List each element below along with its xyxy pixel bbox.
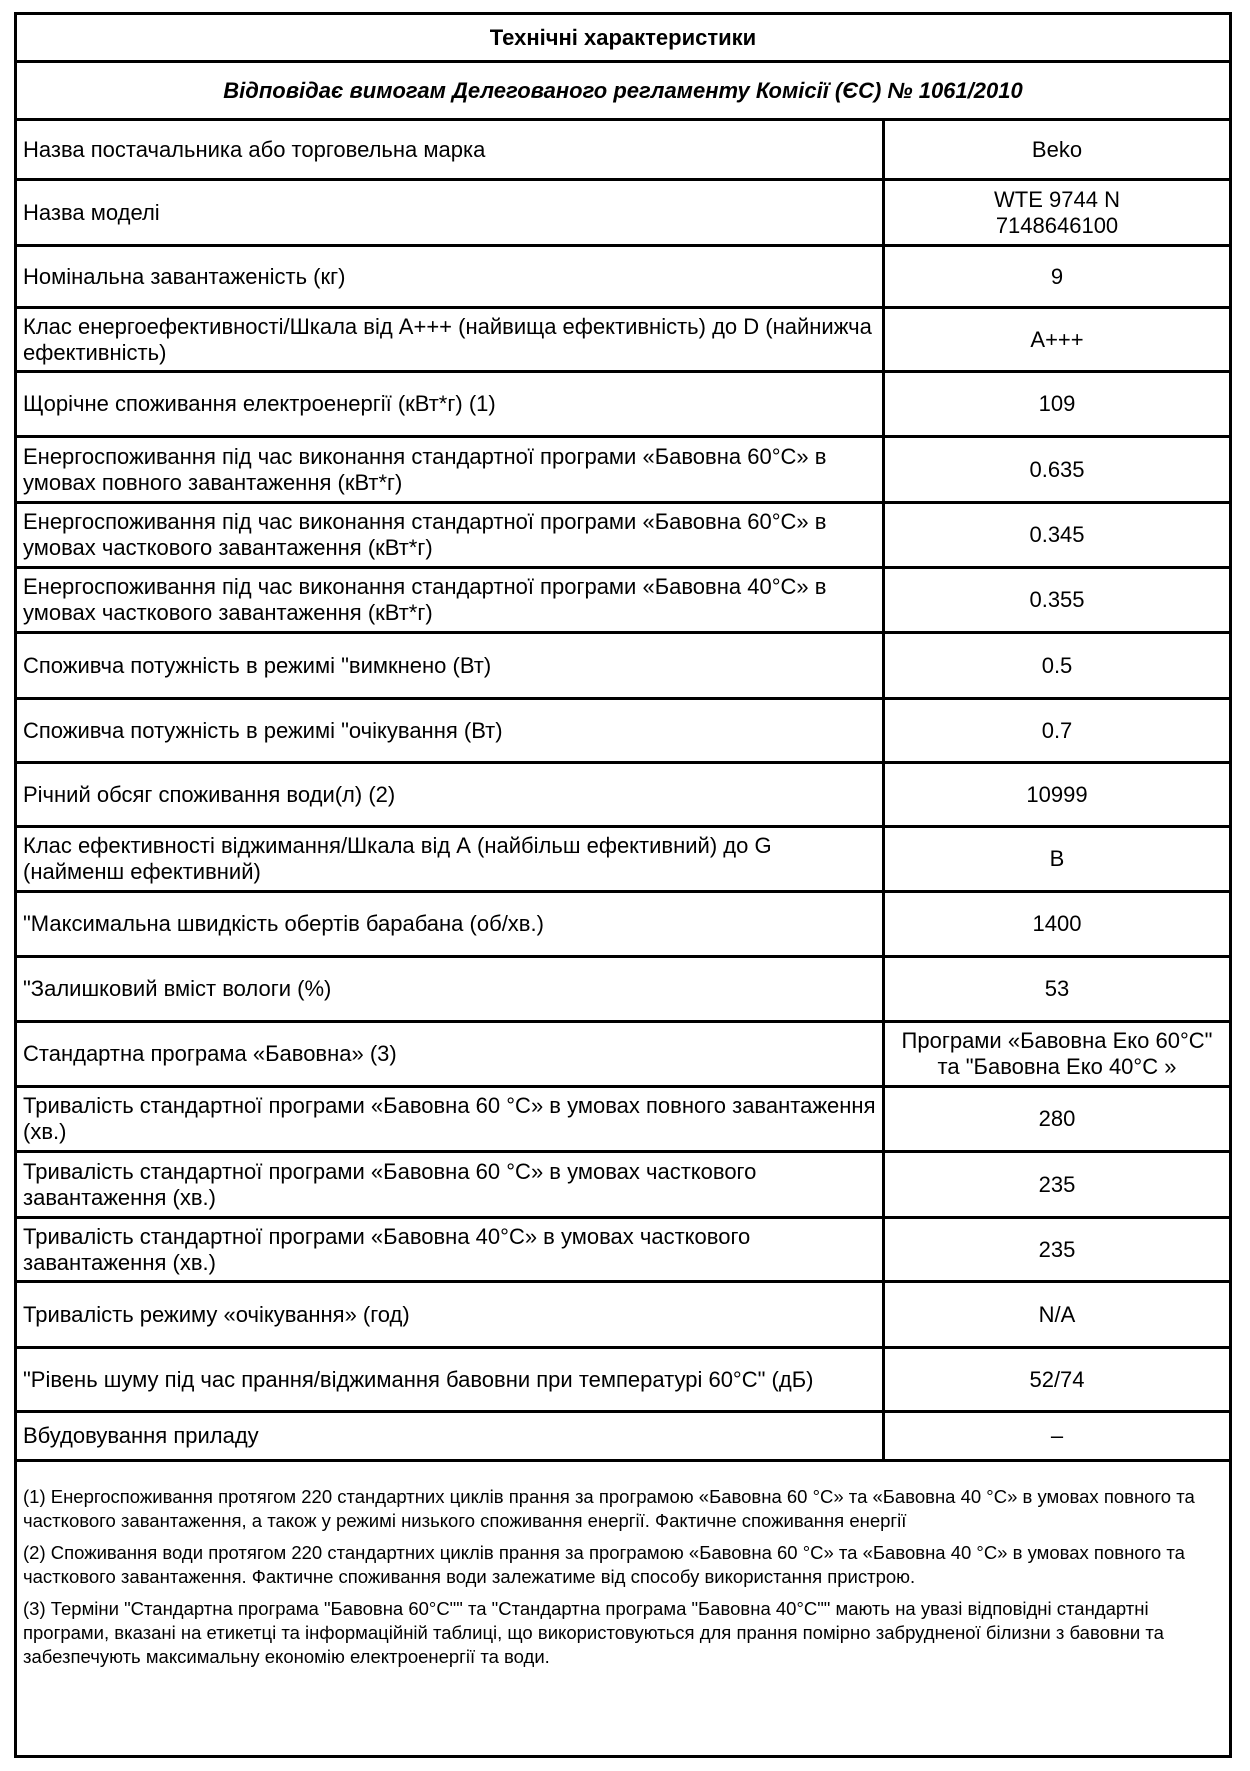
row-value [885, 1413, 1229, 1459]
table-row [17, 181, 1229, 247]
table-row [17, 569, 1229, 634]
footnote-3: (3) Терміни "Стандартна програма "Бавовна 60°С"" та "Стандартна програма "Бавовна 40°С"" мають на увазі відповідні стандартні програми, вказані на етикетці та інформаційній таблиці, що використовуються для прання помірно забрудненої білизни з бавовни та забезпечують максимальну економію електроенергії та води. [23, 1598, 1164, 1667]
value-text: 235 [1038, 1171, 1076, 1197]
page-title: Технічні характеристики [17, 15, 1229, 63]
row-value [885, 700, 1229, 761]
table-row [17, 1023, 1229, 1088]
table-row [17, 438, 1229, 504]
row-value [885, 1219, 1229, 1280]
row-value [885, 1349, 1229, 1410]
row-label: Тривалість стандартної програми «Бавовна 40°С» в умовах часткового завантаження (хв.) [17, 1219, 885, 1280]
table-row [17, 1219, 1229, 1283]
table-row [17, 1283, 1229, 1349]
row-label: Енергоспоживання під час виконання стандартної програми «Бавовна 60°C» в умовах часткового завантаження (кВт*г) [17, 504, 885, 566]
spec-sheet [14, 12, 1232, 1758]
table-row [17, 1153, 1229, 1219]
regulation-subtitle: Відповідає вимогам Делегованого регламенту Комісії (ЄС) № 1061/2010 [17, 63, 1229, 121]
row-label: "Залишковий вміст вологи (%) [17, 958, 885, 1020]
row-label: "Рівень шуму під час прання/віджимання бавовни при температурі 60°С" (дБ) [17, 1349, 885, 1410]
table-row [17, 121, 1229, 181]
footnote-1: (1) Енергоспоживання протягом 220 стандартних циклів прання за програмою «Бавовна 60 °С» та «Бавовна 40 °С» в умовах повного та часткового завантаження, а також у режимі низького споживання енергії. Фактичне споживання енергії [23, 1486, 1195, 1531]
row-value [885, 1153, 1229, 1216]
row-value [885, 764, 1229, 825]
footnotes [17, 1481, 1229, 1677]
value-text-secondary: 7148646100 [995, 212, 1119, 238]
row-label: Тривалість режиму «очікування» (год) [17, 1283, 885, 1346]
row-value [885, 247, 1229, 306]
row-label: Річний обсяг споживання води(л) (2) [17, 764, 885, 825]
table-row [17, 504, 1229, 569]
row-value [885, 438, 1229, 501]
value-text: 280 [1038, 1106, 1076, 1131]
row-value [885, 504, 1229, 566]
row-label: Вбудовування приладу [17, 1413, 885, 1459]
row-value [885, 373, 1229, 435]
table-row [17, 764, 1229, 828]
row-label: "Максимальна швидкість обертів барабана (об/хв.) [17, 893, 885, 955]
row-label: Стандартна програма «Бавовна» (3) [17, 1023, 885, 1085]
footnote-2: (2) Споживання води протягом 220 стандартних циклів прання за програмою «Бавовна 60 °С» та «Бавовна 40 °С» в умовах повного та часткового завантаження. Фактичне споживання води залежатиме від способу використання пристрою. [23, 1542, 1185, 1587]
row-label: Енергоспоживання під час виконання стандартної програми «Бавовна 40°C» в умовах часткового завантаження (кВт*г) [17, 569, 885, 631]
row-label: Тривалість стандартної програми «Бавовна 60 °С» в умовах часткового завантаження (хв.) [17, 1153, 885, 1216]
table-row [17, 893, 1229, 958]
value-text: WTE 9744 N [994, 186, 1120, 212]
row-label: Енергоспоживання під час виконання стандартної програми «Бавовна 60°C» в умовах повного завантаження (кВт*г) [17, 438, 885, 501]
row-value [885, 569, 1229, 631]
table-row [17, 1088, 1229, 1153]
value-text: Beko [1031, 136, 1083, 162]
table-row [17, 373, 1229, 438]
row-value [885, 1283, 1229, 1346]
value-text: 235 [1038, 1236, 1076, 1262]
table-row [17, 309, 1229, 373]
row-label: Клас ефективності віджимання/Шкала від А (найбільш ефективний) до G (найменш ефективний) [17, 828, 885, 890]
value-text-secondary: та "Бавовна Еко 40°C » [937, 1054, 1177, 1079]
value-text: – [1050, 1423, 1064, 1448]
value-text: 0.355 [1029, 587, 1085, 612]
row-value [885, 828, 1229, 890]
value-text: 9 [1050, 263, 1064, 289]
value-text: 52/74 [1029, 1366, 1085, 1392]
value-text: 10999 [1026, 781, 1088, 807]
value-text: A+++ [1030, 326, 1084, 352]
row-value [885, 1088, 1229, 1150]
value-text: Програми «Бавовна Еко 60°C" [901, 1028, 1213, 1053]
value-text: 53 [1044, 976, 1070, 1001]
row-value [885, 309, 1229, 370]
value-text: 0.635 [1029, 456, 1085, 482]
row-value [885, 121, 1229, 178]
value-text: 109 [1038, 391, 1076, 416]
row-value [885, 634, 1229, 697]
value-text: B [1049, 846, 1065, 871]
row-label: Тривалість стандартної програми «Бавовна 60 °С» в умовах повного завантаження (хв.) [17, 1088, 885, 1150]
row-label: Клас енергоефективності/Шкала від А+++ (найвища ефективність) до D (найнижча ефективність) [17, 309, 885, 370]
value-text: 0.5 [1041, 652, 1073, 678]
row-label: Номінальна завантаженість (кг) [17, 247, 885, 306]
row-label: Щорічне споживання електроенергії (кВт*г) (1) [17, 373, 885, 435]
value-text: 0.345 [1029, 522, 1085, 547]
row-label: Назва моделі [17, 181, 885, 244]
table-row [17, 1349, 1229, 1413]
value-text: 0.7 [1041, 717, 1073, 743]
spec-table [17, 121, 1229, 1462]
value-text: 1400 [1032, 911, 1082, 936]
table-row [17, 1413, 1229, 1462]
row-value [885, 958, 1229, 1020]
table-row [17, 828, 1229, 893]
row-label: Споживча потужність в режимі "вимкнено (Вт) [17, 634, 885, 697]
table-row [17, 958, 1229, 1023]
table-row [17, 247, 1229, 309]
row-label: Назва постачальника або торговельна марка [17, 121, 885, 178]
row-value [885, 893, 1229, 955]
row-value [885, 181, 1229, 244]
table-row [17, 634, 1229, 700]
row-value [885, 1023, 1229, 1085]
table-row [17, 700, 1229, 764]
value-text: N/A [1038, 1301, 1076, 1327]
row-label: Споживча потужність в режимі "очікування (Вт) [17, 700, 885, 761]
